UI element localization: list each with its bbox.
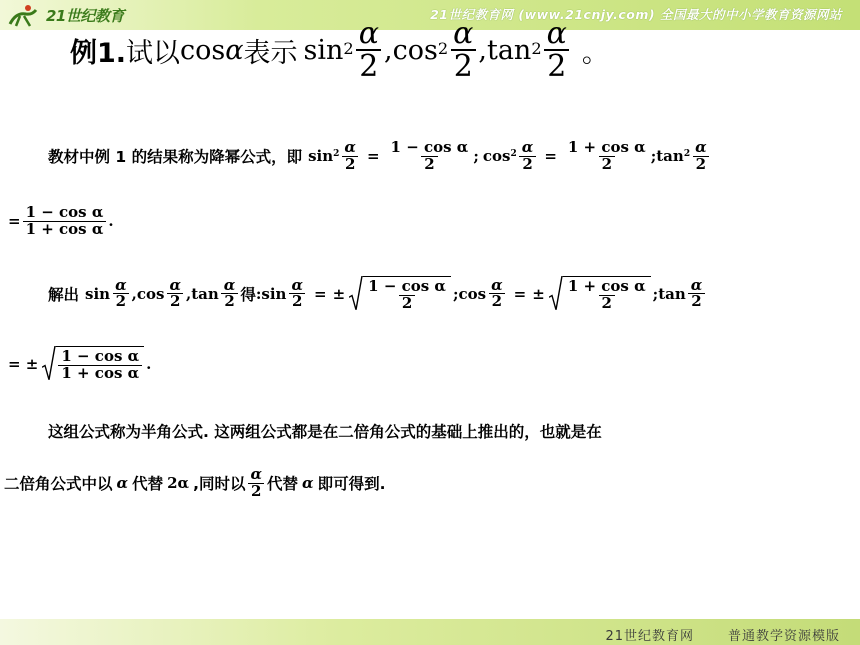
half-alpha — [247, 467, 265, 500]
line5-text: 这组公式称为半角公式. 这两组公式都是在二倍角公式的基础上推出的，也就是在 — [48, 423, 602, 441]
sin-half-radicand — [365, 279, 449, 312]
radical-icon — [549, 276, 563, 312]
comma: , — [131, 284, 137, 303]
denominator: 2 — [342, 156, 358, 173]
alpha-symbol: α — [116, 474, 129, 493]
title-comma: , — [478, 34, 487, 66]
title-sup: 2 — [343, 38, 354, 58]
two-alpha: 2α — [167, 474, 190, 493]
denominator: 2 — [599, 156, 615, 173]
numerator: α — [169, 275, 181, 294]
numerator: α — [690, 275, 703, 294]
equals-sign: = — [366, 147, 380, 166]
semicolon: ; — [452, 284, 459, 303]
body-line-2 — [8, 205, 114, 238]
title-fraction — [356, 15, 382, 84]
numerator: 1 − cos α — [61, 347, 140, 365]
denominator: 2 — [221, 293, 237, 310]
line1-half-alpha — [519, 140, 537, 173]
denominator: 2 — [113, 293, 129, 310]
logo-text: 21世纪教育 — [46, 6, 124, 25]
half-alpha — [288, 275, 306, 311]
fraction-denominator: 2 — [544, 49, 569, 83]
fraction-denominator: 2 — [356, 49, 381, 83]
numerator: 1 − cos α — [390, 138, 469, 156]
plus-minus: ± — [332, 284, 346, 303]
body-line-4 — [8, 346, 151, 382]
body-line-1 — [48, 140, 712, 173]
line6-text-1: 二倍角公式中以 — [4, 475, 113, 494]
title-comma: , — [383, 34, 393, 66]
numerator: α — [291, 275, 304, 294]
line1-cos-result — [565, 140, 649, 173]
footer-template-name: 普通教学资源模版 — [727, 629, 840, 644]
line3-de: 得 — [240, 285, 256, 304]
line1-tan: tan — [656, 147, 684, 166]
footer-banner — [0, 619, 860, 645]
line1-cos: cos — [482, 147, 511, 166]
line1-sup: 2 — [683, 149, 691, 160]
period: . — [108, 212, 114, 231]
radical-icon — [42, 346, 56, 382]
denominator: 2 — [489, 293, 505, 310]
equals-sign: = — [314, 284, 327, 303]
line2-tan-result — [23, 205, 107, 238]
numerator: α — [521, 138, 534, 156]
line1-sup: 2 — [510, 149, 517, 160]
square-root — [42, 346, 144, 382]
denominator: 2 — [688, 293, 704, 310]
title-text-2: 表示 — [243, 37, 298, 69]
line3-text-1: 解出 — [48, 285, 80, 304]
title-end-mark: 。 — [581, 37, 609, 69]
body-line-5 — [48, 420, 602, 442]
title-alpha: α — [225, 34, 244, 66]
comma: , — [186, 284, 192, 303]
line1-sin-result — [388, 140, 472, 173]
title-tan: tan — [486, 34, 532, 66]
period: . — [146, 354, 152, 373]
example-title — [70, 10, 609, 90]
equals-sign: = — [8, 212, 21, 231]
fraction-denominator: 2 — [451, 49, 476, 83]
title-text-1: 试以 — [126, 37, 181, 69]
runner-logo-icon — [6, 2, 44, 28]
line6-text-5: 即可得到. — [317, 475, 386, 494]
denominator: 1 + cos α — [58, 365, 142, 382]
banner-site-slogan: 21世纪教育网 (www.21cnjy.com) 全国最大的中小学教育资源网站 — [430, 7, 842, 22]
line1-text: 教材中例 1 的结果称为降幂公式，即 — [48, 148, 303, 167]
square-root — [349, 276, 451, 312]
body-line-6 — [4, 467, 385, 500]
tan-half-radicand — [58, 349, 142, 382]
title-cos: cos — [180, 34, 226, 66]
numerator: α — [223, 275, 236, 294]
line3-cos: cos — [458, 284, 487, 303]
semicolon: ; — [652, 284, 659, 303]
denominator: 2 — [248, 483, 264, 500]
line1-half-alpha — [341, 140, 359, 173]
line1-sup: 2 — [333, 149, 340, 160]
fraction-numerator: α — [358, 15, 379, 51]
example-number: 例1. — [70, 37, 127, 69]
half-alpha — [221, 275, 239, 311]
half-alpha — [166, 275, 184, 311]
semicolon: ; — [650, 147, 657, 166]
line3-tan: tan — [191, 284, 219, 303]
line3-sin: sin — [261, 284, 287, 303]
numerator: α — [115, 275, 127, 294]
line6-text-2: 代替 — [132, 475, 164, 494]
square-root — [549, 276, 651, 312]
line6-text-3: ,同时以 — [193, 475, 246, 494]
body-line-3 — [48, 276, 707, 312]
equals-sign: = — [513, 284, 527, 303]
alpha-symbol: α — [302, 474, 314, 493]
title-sup: 2 — [531, 38, 542, 58]
denominator: 2 — [167, 293, 183, 310]
title-sin: sin — [303, 34, 344, 66]
numerator: 1 + cos α — [567, 138, 646, 156]
line3-tan: tan — [658, 284, 686, 303]
radical-icon — [349, 276, 363, 312]
plus-minus: ± — [532, 284, 545, 303]
denominator: 2 — [289, 293, 305, 310]
numerator: α — [491, 275, 503, 294]
denominator: 2 — [421, 156, 437, 173]
footer-site-name[interactable]: 21世纪教育网 — [605, 629, 694, 644]
half-alpha — [488, 275, 506, 311]
numerator: 1 − cos α — [25, 203, 104, 221]
denominator: 2 — [693, 156, 709, 173]
equals-plus-minus: = ± — [8, 354, 39, 373]
half-alpha — [688, 275, 706, 311]
denominator: 2 — [599, 295, 615, 312]
numerator: 1 − cos α — [368, 277, 446, 295]
title-cos-2: cos — [392, 34, 438, 66]
semicolon: ; — [473, 147, 479, 166]
denominator: 2 — [519, 156, 535, 173]
denominator: 1 + cos α — [23, 221, 107, 238]
numerator: α — [695, 138, 707, 156]
line3-cos: cos — [136, 284, 165, 303]
numerator: 1 + cos α — [567, 277, 646, 295]
half-alpha — [112, 275, 130, 311]
title-fraction — [544, 15, 570, 84]
fraction-numerator: α — [453, 15, 474, 51]
equals-sign: = — [544, 147, 557, 166]
cos-half-radicand — [565, 279, 649, 312]
line1-sin: sin — [308, 147, 334, 166]
numerator: α — [250, 465, 262, 483]
line6-text-4: 代替 — [267, 475, 299, 494]
line1-half-alpha — [692, 140, 710, 173]
numerator: α — [344, 138, 356, 156]
title-fraction — [450, 15, 476, 84]
footer-text — [605, 625, 840, 644]
denominator: 2 — [399, 295, 415, 312]
fraction-numerator: α — [546, 15, 567, 51]
title-sup: 2 — [437, 38, 449, 58]
line3-sin: sin — [85, 284, 111, 303]
colon: : — [255, 284, 262, 303]
